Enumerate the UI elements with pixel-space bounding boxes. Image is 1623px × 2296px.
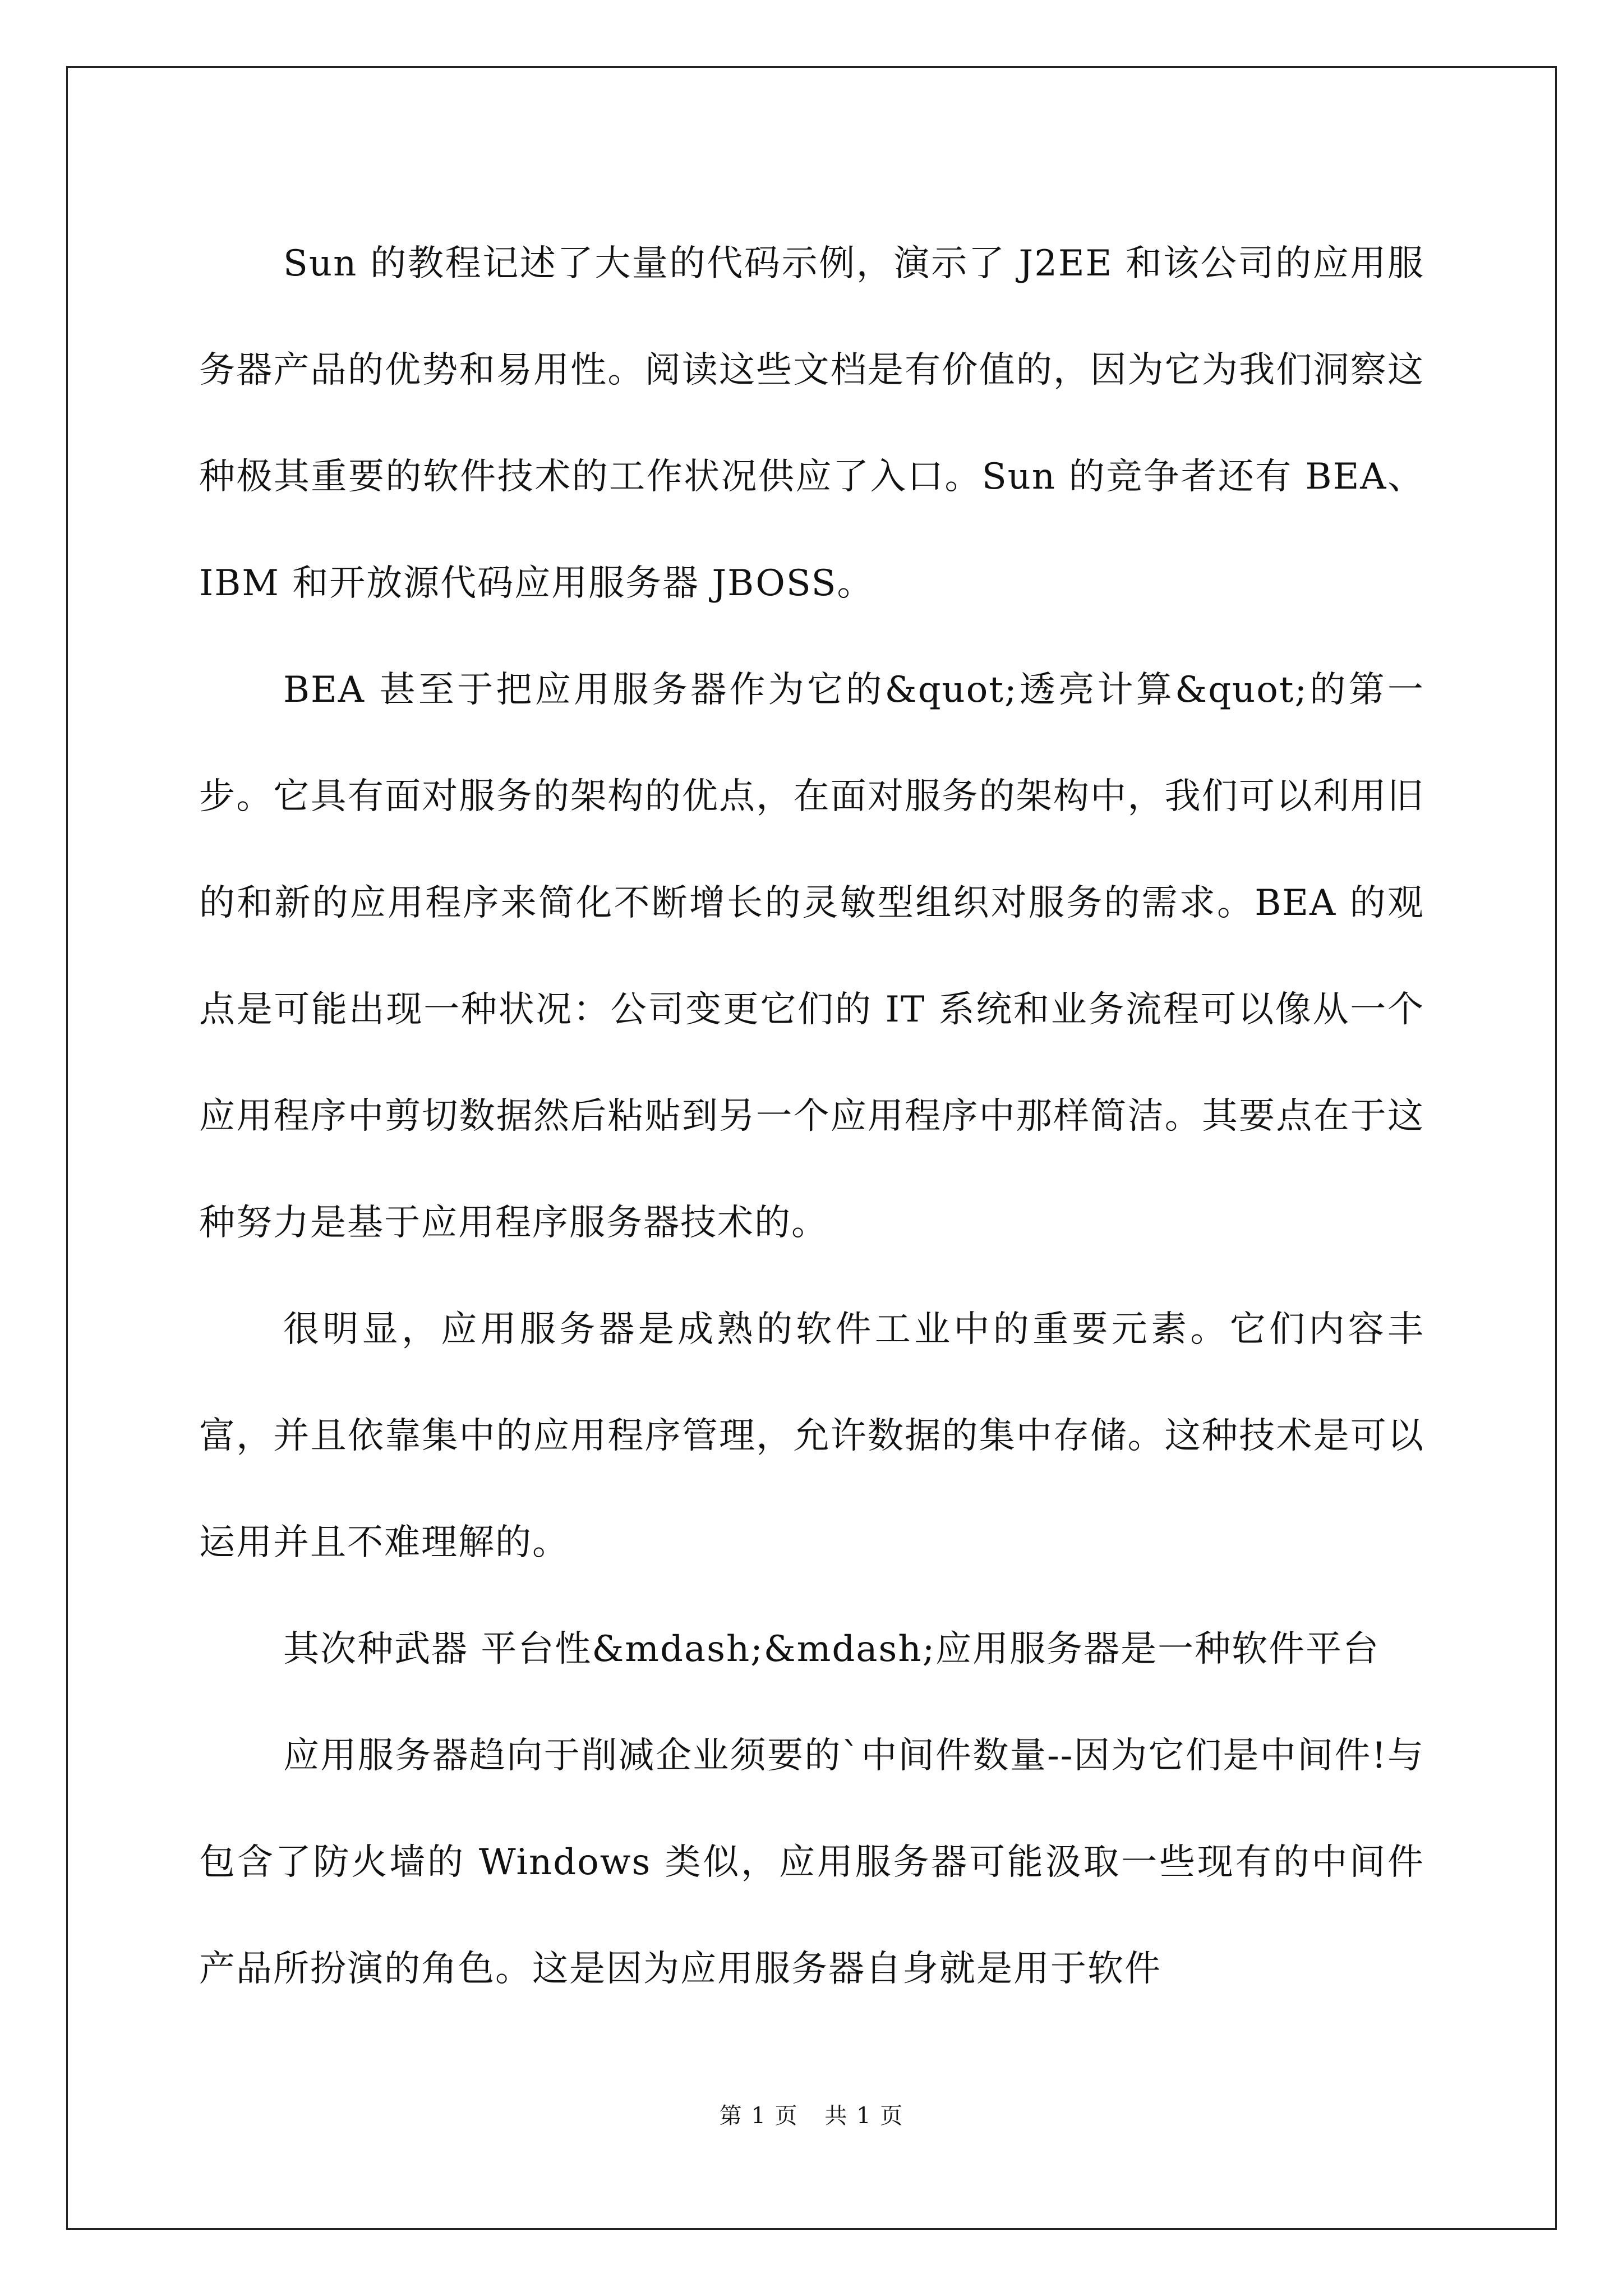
page-total: 共 1 页 — [824, 2103, 904, 2129]
paragraph-1: Sun 的教程记述了大量的代码示例，演示了 J2EE 和该公司的应用服务器产品的优势和易用性。阅读这些文档是有价值的，因为它为我们洞察这种极其重要的软件技术的工作状况供应了入口。Sun 的竞争者还有 BEA、IBM 和开放源代码应用服务器 JBOSS。 — [199, 243, 1424, 604]
paragraph-5: 应用服务器趋向于削减企业须要的`中间件数量--因为它们是中间件!与包含了防火墙的 Windows 类似，应用服务器可能汲取一些现有的中间件产品所扮演的角色。这是因为应用服务器自身就是用于软件 — [199, 1735, 1424, 1990]
paragraph-3: 很明显，应用服务器是成熟的软件工业中的重要元素。它们内容丰富，并且依靠集中的应用程序管理，允许数据的集中存储。这种技术是可以运用并且不难理解的。 — [199, 1309, 1424, 1563]
document-body — [199, 210, 1424, 2022]
page-number: 第 1 页 — [719, 2103, 799, 2129]
paragraph-4: 其次种武器 平台性&mdash;&mdash;应用服务器是一种软件平台 — [283, 1628, 1380, 1670]
paragraph-2: BEA 甚至于把应用服务器作为它的&quot;透亮计算&quot;的第一步。它具有面对服务的架构的优点，在面对服务的架构中，我们可以利用旧的和新的应用程序来简化不断增长的灵敏型组织对服务的需求。BEA 的观点是可能出现一种状况：公司变更它们的 IT 系统和业务流程可以像从一个应用程序中剪切数据然后粘贴到另一个应用程序中那样简洁。其要点在于这种努力是基于应用程序服务器技术的。 — [199, 669, 1424, 1244]
page-footer — [0, 2098, 1623, 2130]
